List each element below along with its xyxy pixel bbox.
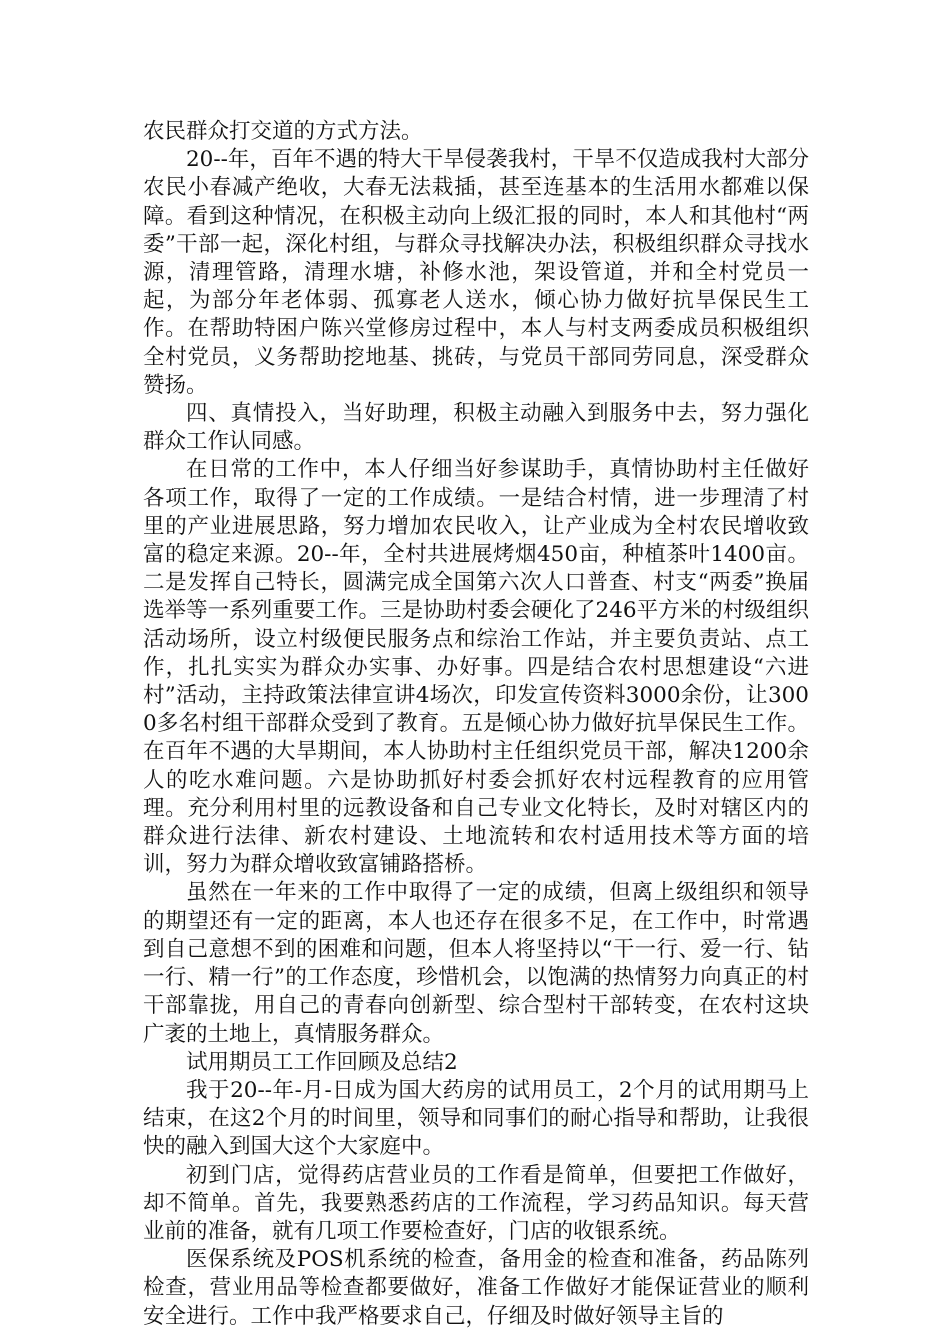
document-body bbox=[143, 118, 809, 1331]
section-heading-four: 四、真情投入，当好助理，积极主动融入到服务中去，努力强化群众工作认同感。 bbox=[143, 401, 809, 455]
paragraph-probation-intro: 我于20--年-月-日成为国大药房的试用员工，2个月的试用期马上结束，在这2个月的时间里，领导和同事们的耐心指导和帮助，让我很快的融入到国大这个大家庭中。 bbox=[143, 1077, 809, 1160]
paragraph-continuation: 农民群众打交道的方式方法。 bbox=[143, 119, 423, 144]
section-title-probation-summary: 试用期员工工作回顾及总结2 bbox=[186, 1049, 458, 1075]
paragraph-system-checks: 医保系统及POS机系统的检查，备用金的检查和准备，药品陈列检查，营业用品等检查都要做好，准备工作做好才能保证营业的顺利安全进行。工作中我严格要求自己，仔细及时做好领导主旨的 bbox=[143, 1247, 809, 1329]
paragraph-store-start: 初到门店，觉得药店营业员的工作看是简单，但要把工作做好，却不简单。首先，我要熟悉药店的工作流程，学习药品知识。每天营业前的准备，就有几项工作要检查好，门店的收银系统。 bbox=[143, 1162, 809, 1244]
paragraph-drought-relief: 20--年，百年不遇的特大干旱侵袭我村，干旱不仅造成我村大部分农民小春减产绝收，大春无法栽插，甚至连基本的生活用水都难以保障。看到这种情况，在积极主动向上级汇报的同时，本人和其他村“两委”干部一起，深化村组，与群众寻找解决办法，积极组织群众寻找水源，清理管路，清理水塘，补修水池，架设管道，并和全村党员一起，为部分年老体弱、孤寡老人送水，倾心协力做好抗旱保民生工作。在帮助特困户陈兴堂修房过程中，本人与村支两委成员积极组织全村党员，义务帮助挖地基、挑砖，与党员干部同劳同息，深受群众赞扬。 bbox=[143, 147, 809, 398]
paragraph-daily-work: 在日常的工作中，本人仔细当好参谋助手，真情协助村主任做好各项工作，取得了一定的工作成绩。一是结合村情，进一步理清了村里的产业进展思路，努力增加农民收入，让产业成为全村农民增收致富的稳定来源。20--年，全村共进展烤烟450亩，种植茶叶1400亩。二是发挥自己特长，圆满完成全国第六次人口普查、村支“两委”换届选举等一系列重要工作。三是协助村委会硬化了246平方米的村级组织活动场所，设立村级便民服务点和综治工作站，并主要负责站、点工作，扎扎实实为群众办实事、办好事。四是结合农村思想建设“六进村”活动，主持政策法律宣讲4场次，印发宣传资料3000余份，让3000多名村组干部群众受到了教育。五是倾心协力做好抗旱保民生工作。在百年不遇的大旱期间，本人协助村主任组织党员干部，解决1200余人的吃水难问题。六是协助抓好村委会抓好农村远程教育的应用管理。充分利用村里的远教设备和自己专业文化特长，及时对辖区内的群众进行法律、新农村建设、土地流转和农村适用技术等方面的培训，努力为群众增收致富铺路搭桥。 bbox=[143, 457, 809, 878]
paragraph-shortcomings: 虽然在一年来的工作中取得了一定的成绩，但离上级组织和领导的期望还有一定的距离，本人也还存在很多不足，在工作中，时常遇到自己意想不到的困难和问题，但本人将坚持以“干一行、爱一行、钻一行、精一行”的工作态度，珍惜机会，以饱满的热情努力向真正的村干部靠拢，用自己的青春向创新型、综合型村干部转变，在农村这块广袤的土地上，真情服务群众。 bbox=[143, 880, 809, 1047]
